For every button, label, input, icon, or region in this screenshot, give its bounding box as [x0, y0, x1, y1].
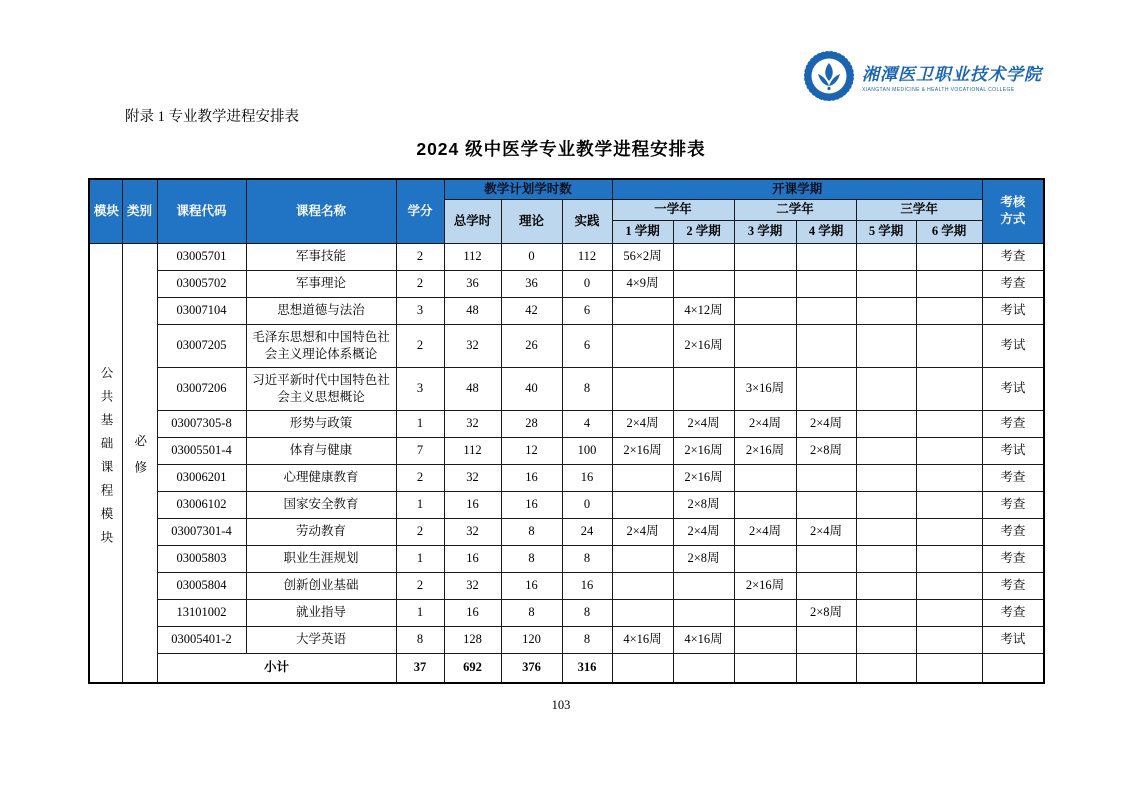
theory-hours-cell: 36 [501, 270, 562, 297]
header-course-code: 课程代码 [157, 179, 246, 243]
semester-3-cell: 3×16周 [734, 367, 796, 410]
semester-6-cell [916, 297, 982, 324]
semester-1-cell: 2×4周 [612, 410, 673, 437]
practice-hours-cell: 8 [562, 599, 612, 626]
semester-5-cell [856, 599, 916, 626]
total-hours-cell: 16 [444, 545, 501, 572]
course-row [89, 367, 1044, 410]
course-name-cell: 体育与健康 [246, 437, 396, 464]
course-row [89, 410, 1044, 437]
theory-hours-cell: 16 [501, 464, 562, 491]
course-name-cell: 国家安全教育 [246, 491, 396, 518]
semester-1-cell [612, 367, 673, 410]
subtotal-label: 小计 [157, 653, 396, 683]
semester-6-cell [916, 324, 982, 367]
subtotal-semester-2-cell [673, 653, 734, 683]
assessment-cell: 考查 [982, 243, 1044, 270]
college-emblem-icon [803, 50, 855, 107]
semester-2-cell [673, 599, 734, 626]
semester-1-cell [612, 599, 673, 626]
page-number: 103 [551, 698, 571, 712]
semester-4-cell [796, 626, 856, 653]
course-code-cell: 03007305-8 [157, 410, 246, 437]
semester-6-cell [916, 243, 982, 270]
subtotal-theory-hours: 376 [501, 653, 562, 683]
semester-3-cell [734, 626, 796, 653]
semester-5-cell [856, 491, 916, 518]
course-code-cell: 03006201 [157, 464, 246, 491]
assessment-cell: 考查 [982, 518, 1044, 545]
semester-6-cell [916, 599, 982, 626]
total-hours-cell: 32 [444, 410, 501, 437]
header-module: 模块 [89, 179, 122, 243]
semester-1-cell: 56×2周 [612, 243, 673, 270]
header-row-1 [89, 179, 1044, 199]
semester-4-cell [796, 491, 856, 518]
practice-hours-cell: 112 [562, 243, 612, 270]
practice-hours-cell: 8 [562, 367, 612, 410]
credits-cell: 1 [396, 545, 444, 572]
header-total-hours: 总学时 [444, 199, 501, 243]
semester-5-cell [856, 297, 916, 324]
semester-2-cell: 4×16周 [673, 626, 734, 653]
semester-2-cell: 2×8周 [673, 545, 734, 572]
header-course-name: 课程名称 [246, 179, 396, 243]
practice-hours-cell: 4 [562, 410, 612, 437]
semester-5-cell [856, 367, 916, 410]
course-name-cell: 心理健康教育 [246, 464, 396, 491]
subtotal-row [89, 653, 1044, 683]
semester-5-cell [856, 572, 916, 599]
course-row [89, 243, 1044, 270]
assessment-cell: 考试 [982, 297, 1044, 324]
practice-hours-cell: 6 [562, 324, 612, 367]
header-semester-3: 3 学期 [734, 220, 796, 243]
college-name-cn: 湘潭医卫职业技术学院 [862, 64, 1042, 85]
assessment-cell: 考试 [982, 367, 1044, 410]
course-row [89, 491, 1044, 518]
semester-6-cell [916, 437, 982, 464]
header-year-3: 三学年 [856, 199, 982, 220]
semester-1-cell: 2×4周 [612, 518, 673, 545]
credits-cell: 3 [396, 367, 444, 410]
semester-3-cell [734, 297, 796, 324]
semester-3-cell [734, 491, 796, 518]
course-row [89, 626, 1044, 653]
semester-5-cell [856, 464, 916, 491]
header-practice: 实践 [562, 199, 612, 243]
subtotal-practice-hours: 316 [562, 653, 612, 683]
semester-3-cell [734, 545, 796, 572]
course-name-cell: 思想道德与法治 [246, 297, 396, 324]
credits-cell: 2 [396, 270, 444, 297]
semester-3-cell: 2×16周 [734, 437, 796, 464]
assessment-cell: 考试 [982, 626, 1044, 653]
header-theory: 理论 [501, 199, 562, 243]
semester-2-cell: 2×16周 [673, 464, 734, 491]
semester-5-cell [856, 626, 916, 653]
practice-hours-cell: 16 [562, 464, 612, 491]
semester-6-cell [916, 518, 982, 545]
course-code-cell: 03005804 [157, 572, 246, 599]
assessment-cell: 考试 [982, 437, 1044, 464]
semester-3-cell: 2×4周 [734, 518, 796, 545]
course-code-cell: 03007301-4 [157, 518, 246, 545]
header-semester-4: 4 学期 [796, 220, 856, 243]
semester-2-cell [673, 367, 734, 410]
module-cell [89, 243, 122, 683]
credits-cell: 1 [396, 491, 444, 518]
semester-5-cell [856, 410, 916, 437]
credits-cell: 2 [396, 464, 444, 491]
theory-hours-cell: 16 [501, 491, 562, 518]
semester-2-cell [673, 270, 734, 297]
credits-cell: 2 [396, 572, 444, 599]
semester-1-cell [612, 545, 673, 572]
semester-5-cell [856, 270, 916, 297]
total-hours-cell: 32 [444, 572, 501, 599]
practice-hours-cell: 100 [562, 437, 612, 464]
semester-1-cell [612, 464, 673, 491]
assessment-cell: 考查 [982, 491, 1044, 518]
credits-cell: 3 [396, 297, 444, 324]
semester-4-cell [796, 270, 856, 297]
semester-2-cell [673, 243, 734, 270]
semester-1-cell: 2×16周 [612, 437, 673, 464]
course-row [89, 518, 1044, 545]
category-label: 必修 [132, 433, 147, 487]
semester-2-cell: 2×4周 [673, 518, 734, 545]
subtotal-semester-6-cell [916, 653, 982, 683]
semester-6-cell [916, 367, 982, 410]
credits-cell: 8 [396, 626, 444, 653]
course-row [89, 599, 1044, 626]
course-code-cell: 03005702 [157, 270, 246, 297]
semester-3-cell [734, 599, 796, 626]
theory-hours-cell: 8 [501, 599, 562, 626]
theory-hours-cell: 8 [501, 518, 562, 545]
subtotal-credits: 37 [396, 653, 444, 683]
theory-hours-cell: 8 [501, 545, 562, 572]
semester-1-cell: 4×9周 [612, 270, 673, 297]
course-row [89, 297, 1044, 324]
course-name-cell: 劳动教育 [246, 518, 396, 545]
subtotal-semester-5-cell [856, 653, 916, 683]
course-code-cell: 03005401-2 [157, 626, 246, 653]
course-row [89, 270, 1044, 297]
semester-2-cell: 2×4周 [673, 410, 734, 437]
semester-5-cell [856, 243, 916, 270]
credits-cell: 1 [396, 410, 444, 437]
semester-4-cell: 2×8周 [796, 599, 856, 626]
course-name-cell: 习近平新时代中国特色社会主义思想概论 [246, 367, 396, 410]
semester-6-cell [916, 270, 982, 297]
header-semester-5: 5 学期 [856, 220, 916, 243]
total-hours-cell: 16 [444, 599, 501, 626]
credits-cell: 7 [396, 437, 444, 464]
course-row [89, 324, 1044, 367]
credits-cell: 2 [396, 324, 444, 367]
semester-4-cell: 2×4周 [796, 410, 856, 437]
header-assessment: 考核方式 [982, 179, 1044, 243]
assessment-cell: 考查 [982, 599, 1044, 626]
semester-6-cell [916, 572, 982, 599]
semester-6-cell [916, 545, 982, 572]
header-credits: 学分 [396, 179, 444, 243]
assessment-cell: 考查 [982, 270, 1044, 297]
header-semester-2: 2 学期 [673, 220, 734, 243]
credits-cell: 1 [396, 599, 444, 626]
semester-2-cell: 4×12周 [673, 297, 734, 324]
credits-cell: 2 [396, 243, 444, 270]
semester-5-cell [856, 545, 916, 572]
semester-3-cell: 2×16周 [734, 572, 796, 599]
course-name-cell: 军事理论 [246, 270, 396, 297]
practice-hours-cell: 0 [562, 270, 612, 297]
total-hours-cell: 48 [444, 367, 501, 410]
credits-cell: 2 [396, 518, 444, 545]
subtotal-semester-1-cell [612, 653, 673, 683]
practice-hours-cell: 6 [562, 297, 612, 324]
theory-hours-cell: 12 [501, 437, 562, 464]
header-semester-group: 开课学期 [612, 179, 982, 199]
course-name-cell: 就业指导 [246, 599, 396, 626]
total-hours-cell: 32 [444, 324, 501, 367]
course-code-cell: 03005803 [157, 545, 246, 572]
course-row [89, 464, 1044, 491]
semester-3-cell: 2×4周 [734, 410, 796, 437]
semester-6-cell [916, 626, 982, 653]
college-name-en: XIANGTAN MEDICINE & HEALTH VOCATIONAL COLLEGE [862, 86, 1015, 93]
theory-hours-cell: 120 [501, 626, 562, 653]
semester-5-cell [856, 324, 916, 367]
semester-1-cell [612, 324, 673, 367]
practice-hours-cell: 8 [562, 626, 612, 653]
semester-1-cell [612, 297, 673, 324]
semester-4-cell [796, 297, 856, 324]
semester-3-cell [734, 270, 796, 297]
assessment-cell: 考查 [982, 572, 1044, 599]
total-hours-cell: 32 [444, 464, 501, 491]
header-category: 类别 [122, 179, 157, 243]
semester-1-cell [612, 491, 673, 518]
total-hours-cell: 48 [444, 297, 501, 324]
college-logo [803, 50, 1042, 107]
schedule-table-wrapper [88, 178, 1045, 684]
subtotal-total-hours: 692 [444, 653, 501, 683]
assessment-cell: 考查 [982, 545, 1044, 572]
header-semester-1: 1 学期 [612, 220, 673, 243]
assessment-cell: 考查 [982, 464, 1044, 491]
practice-hours-cell: 0 [562, 491, 612, 518]
semester-4-cell: 2×4周 [796, 518, 856, 545]
page-title: 2024 级中医学专业教学进程安排表 [416, 139, 706, 159]
assessment-cell: 考查 [982, 410, 1044, 437]
semester-1-cell [612, 572, 673, 599]
practice-hours-cell: 8 [562, 545, 612, 572]
course-code-cell: 03005501-4 [157, 437, 246, 464]
appendix-label: 附录 1 专业教学进程安排表 [125, 109, 299, 125]
subtotal-semester-4-cell [796, 653, 856, 683]
theory-hours-cell: 42 [501, 297, 562, 324]
subtotal-assessment-cell [982, 653, 1044, 683]
course-name-cell: 创新创业基础 [246, 572, 396, 599]
semester-4-cell: 2×8周 [796, 437, 856, 464]
course-code-cell: 13101002 [157, 599, 246, 626]
practice-hours-cell: 16 [562, 572, 612, 599]
semester-5-cell [856, 518, 916, 545]
category-cell [122, 243, 157, 683]
semester-3-cell [734, 243, 796, 270]
module-label: 公共基础课程模块 [99, 366, 113, 555]
course-name-cell: 军事技能 [246, 243, 396, 270]
header-year-1: 一学年 [612, 199, 734, 220]
assessment-cell: 考试 [982, 324, 1044, 367]
total-hours-cell: 112 [444, 243, 501, 270]
course-row [89, 545, 1044, 572]
course-name-cell: 毛泽东思想和中国特色社会主义理论体系概论 [246, 324, 396, 367]
semester-4-cell [796, 464, 856, 491]
theory-hours-cell: 0 [501, 243, 562, 270]
course-code-cell: 03006102 [157, 491, 246, 518]
semester-6-cell [916, 410, 982, 437]
course-row [89, 437, 1044, 464]
semester-5-cell [856, 437, 916, 464]
subtotal-semester-3-cell [734, 653, 796, 683]
course-code-cell: 03007206 [157, 367, 246, 410]
semester-3-cell [734, 324, 796, 367]
total-hours-cell: 112 [444, 437, 501, 464]
course-code-cell: 03007104 [157, 297, 246, 324]
semester-2-cell: 2×16周 [673, 324, 734, 367]
total-hours-cell: 16 [444, 491, 501, 518]
semester-2-cell: 2×8周 [673, 491, 734, 518]
semester-6-cell [916, 491, 982, 518]
semester-2-cell: 2×16周 [673, 437, 734, 464]
course-code-cell: 03007205 [157, 324, 246, 367]
header-semester-6: 6 学期 [916, 220, 982, 243]
theory-hours-cell: 16 [501, 572, 562, 599]
total-hours-cell: 128 [444, 626, 501, 653]
course-name-cell: 职业生涯规划 [246, 545, 396, 572]
semester-3-cell [734, 464, 796, 491]
course-row [89, 572, 1044, 599]
course-name-cell: 形势与政策 [246, 410, 396, 437]
semester-1-cell: 4×16周 [612, 626, 673, 653]
total-hours-cell: 32 [444, 518, 501, 545]
total-hours-cell: 36 [444, 270, 501, 297]
semester-4-cell [796, 367, 856, 410]
semester-4-cell [796, 324, 856, 367]
practice-hours-cell: 24 [562, 518, 612, 545]
semester-4-cell [796, 243, 856, 270]
semester-4-cell [796, 572, 856, 599]
theory-hours-cell: 40 [501, 367, 562, 410]
theory-hours-cell: 26 [501, 324, 562, 367]
course-code-cell: 03005701 [157, 243, 246, 270]
schedule-table [88, 178, 1045, 684]
semester-4-cell [796, 545, 856, 572]
header-plan-hours-group: 教学计划学时数 [444, 179, 612, 199]
semester-2-cell [673, 572, 734, 599]
header-year-2: 二学年 [734, 199, 856, 220]
semester-6-cell [916, 464, 982, 491]
course-name-cell: 大学英语 [246, 626, 396, 653]
theory-hours-cell: 28 [501, 410, 562, 437]
